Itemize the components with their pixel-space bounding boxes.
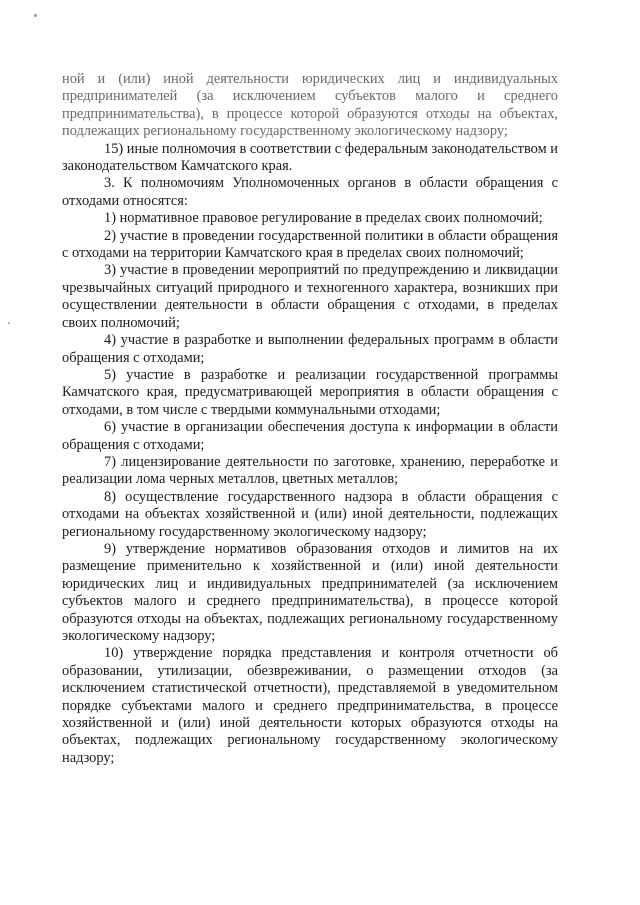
paragraph-continuation: ной и (или) иной деятельности юридических лиц и индивидуальных предпринимателей (за исключением субъектов малого и среднего предпринимательства), в процессе которой образуются отходы на объектах, подлежащих региональному государственному экологическому надзору; (62, 71, 558, 140)
scan-speck (34, 14, 37, 17)
scan-edge-speck (8, 322, 10, 324)
paragraph-item-15: 15) иные полномочия в соответствии с федеральным законодательством и законодательством Камчатского края. (62, 140, 558, 175)
paragraph-item-10: 10) утверждение порядка представления и контроля отчетности об образовании, утилизации, обезвреживании, о размещении отходов (за исключением статистической отчетности), представляемой в уведомительном порядке субъектами малого и среднего предпринимательства, в процессе хозяйственной и (или) иной деятельности которых образуются отходы на объектах, подлежащих региональному государственному экологическому надзору; (62, 645, 558, 766)
paragraph-item-2: 2) участие в проведении государственной политики в области обращения с отходами на территории Камчатского края в пределах своих полномочий; (62, 227, 558, 262)
paragraph-section-3: 3. К полномочиям Уполномоченных органов в области обращения с отходами относятся: (62, 175, 558, 209)
document-page (62, 71, 558, 767)
paragraph-item-7: 7) лицензирование деятельности по заготовке, хранению, переработке и реализации лома черных металлов, цветных металлов; (62, 453, 558, 488)
paragraph-item-1: 1) нормативное правовое регулирование в пределах своих полномочий; (104, 210, 543, 227)
paragraph-item-3: 3) участие в проведении мероприятий по предупреждению и ликвидации чрезвычайных ситуаций природного и техногенного характера, возникших при осуществлении деятельности в области обращения с отходами, в пределах своих полномочий; (62, 262, 558, 331)
paragraph-item-8: 8) осуществление государственного надзора в области обращения с отходами на объектах хозяйственной и (или) иной деятельности, подлежащих региональному государственному экологическому надзору; (62, 488, 558, 540)
paragraph-item-9: 9) утверждение нормативов образования отходов и лимитов на их размещение применительно к хозяйственной и (или) иной деятельности юридических лиц и индивидуальных предпринимателей (за исключением субъектов малого и среднего предпринимательства), в процессе которой образуются отходы на объектах, подлежащих региональному государственному экологическому надзору; (62, 540, 558, 644)
paragraph-item-4: 4) участие в разработке и выполнении федеральных программ в области обращения с отходами; (62, 332, 558, 366)
paragraph-item-5: 5) участие в разработке и реализации государственной программы Камчатского края, предусматривающей мероприятия в области обращения с отходами, в том числе с твердыми коммунальными отходами; (62, 366, 558, 418)
paragraph-item-6: 6) участие в организации обеспечения доступа к информации в области обращения с отходами; (62, 419, 558, 453)
